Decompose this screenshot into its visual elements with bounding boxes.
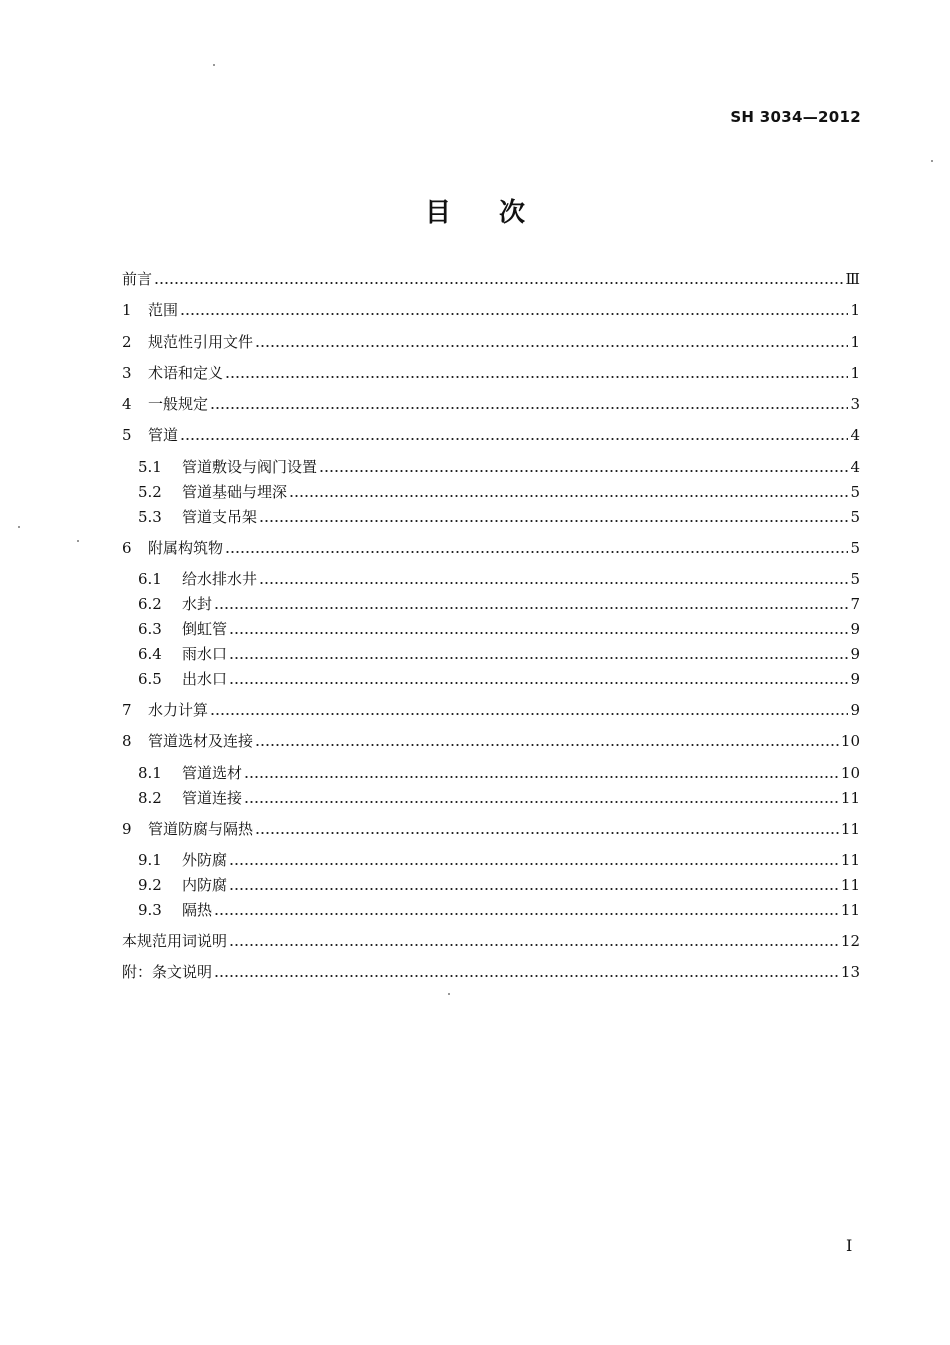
toc-entry-label: 前言 (122, 270, 153, 288)
toc-entry[interactable] (138, 874, 860, 896)
toc-entry-page: 5 (850, 570, 860, 588)
toc-entry-label: 管道支吊架 (182, 508, 258, 526)
toc-entry[interactable] (138, 668, 860, 690)
dot-leader (210, 407, 848, 409)
toc-entry[interactable] (138, 787, 860, 809)
toc-entry-number: 5.1 (138, 458, 162, 476)
toc-entry[interactable] (122, 424, 860, 446)
page-number: I (846, 1236, 853, 1255)
standard-code: SH 3034—2012 (730, 108, 861, 126)
toc-entry-number: 7 (122, 701, 132, 719)
toc-entry-page: 5 (850, 539, 860, 557)
toc-entry-number: 6.5 (138, 670, 162, 688)
toc-entry-page: 1 (850, 301, 860, 319)
toc-entry-page: 11 (840, 789, 860, 807)
dot-leader (229, 944, 839, 946)
toc-entry-number: 8.1 (138, 764, 162, 782)
toc-entry[interactable] (138, 899, 860, 921)
toc-entry[interactable] (138, 481, 860, 503)
dot-leader (225, 376, 848, 378)
toc-entry-number: 5.2 (138, 483, 162, 501)
toc-entry-label: 管道选材及连接 (148, 732, 254, 750)
toc-entry-number: 6.1 (138, 570, 162, 588)
toc-entry-label: 管道 (148, 426, 179, 444)
toc-entry-label: 给水排水井 (182, 570, 258, 588)
scan-speck (18, 526, 20, 528)
toc-entry-number: 2 (122, 333, 132, 351)
toc-entry[interactable] (138, 849, 860, 871)
toc-entry[interactable] (122, 268, 860, 290)
toc-entry[interactable] (122, 537, 860, 559)
toc-entry-page: 1 (850, 333, 860, 351)
toc-entry-number: 8 (122, 732, 132, 750)
toc-entry-page: 7 (850, 595, 860, 613)
toc-entry-label: 水封 (182, 595, 213, 613)
dot-leader (229, 863, 839, 865)
toc-entry[interactable] (138, 762, 860, 784)
toc-entry[interactable] (138, 506, 860, 528)
toc-entry[interactable] (122, 299, 860, 321)
toc-entry[interactable] (122, 930, 860, 952)
toc-entry-page: 1 (850, 364, 860, 382)
toc-entry-page: 9 (850, 670, 860, 688)
dot-leader (229, 657, 848, 659)
toc-entry[interactable] (138, 456, 860, 478)
toc-entry-label: 管道基础与埋深 (182, 483, 288, 501)
toc-entry-label: 管道敷设与阀门设置 (182, 458, 318, 476)
dot-leader (154, 282, 844, 284)
dot-leader (229, 888, 839, 890)
toc-entry-page: 3 (850, 395, 860, 413)
toc-entry-number: 9.2 (138, 876, 162, 894)
toc-entry-number: 1 (122, 301, 132, 319)
toc-entry-page: Ⅲ (845, 270, 860, 288)
toc-entry-page: 5 (850, 483, 860, 501)
toc-entry-label: 管道连接 (182, 789, 243, 807)
toc-entry-page: 12 (840, 932, 860, 950)
toc-entry[interactable] (122, 730, 860, 752)
dot-leader (255, 345, 848, 347)
toc-entry-label: 管道防腐与隔热 (148, 820, 254, 838)
toc-entry-number: 9.3 (138, 901, 162, 919)
dot-leader (225, 551, 848, 553)
dot-leader (214, 607, 848, 609)
toc-entry-page: 9 (850, 620, 860, 638)
toc-entry-label: 内防腐 (182, 876, 228, 894)
toc-entry-label: 本规范用词说明 (122, 932, 228, 950)
toc-entry-number: 6 (122, 539, 132, 557)
toc-entry-page: 10 (840, 732, 860, 750)
dot-leader (244, 801, 839, 803)
toc-entry-page: 9 (850, 701, 860, 719)
toc-entry-page: 13 (840, 963, 860, 981)
toc-entry[interactable] (138, 618, 860, 640)
dot-leader (244, 776, 839, 778)
toc-entry-number: 8.2 (138, 789, 162, 807)
dot-leader (255, 744, 839, 746)
toc-entry-label: 出水口 (182, 670, 228, 688)
toc-entry-label: 规范性引用文件 (148, 333, 254, 351)
toc-entry-label: 附：条文说明 (122, 963, 213, 981)
toc-entry-number: 3 (122, 364, 132, 382)
toc-entry-label: 管道选材 (182, 764, 243, 782)
dot-leader (319, 470, 848, 472)
toc-entry-label: 附属构筑物 (148, 539, 224, 557)
toc-entry-page: 10 (840, 764, 860, 782)
toc-entry-page: 11 (840, 851, 860, 869)
toc-entry-label: 倒虹管 (182, 620, 228, 638)
toc-entry[interactable] (122, 362, 860, 384)
toc-entry-page: 9 (850, 645, 860, 663)
toc-entry-label: 外防腐 (182, 851, 228, 869)
toc-entry-number: 6.3 (138, 620, 162, 638)
dot-leader (180, 313, 848, 315)
toc-entry[interactable] (138, 593, 860, 615)
toc-entry-label: 隔热 (182, 901, 213, 919)
toc-entry-number: 9.1 (138, 851, 162, 869)
toc-entry-page: 4 (850, 426, 860, 444)
dot-leader (259, 582, 848, 584)
scan-speck (448, 993, 450, 995)
toc-entry-label: 一般规定 (148, 395, 209, 413)
toc-entry-page: 11 (840, 901, 860, 919)
dot-leader (214, 975, 839, 977)
toc-entry-number: 6.2 (138, 595, 162, 613)
toc-entry-page: 11 (840, 876, 860, 894)
toc-entry[interactable] (138, 568, 860, 590)
toc-entry-label: 雨水口 (182, 645, 228, 663)
dot-leader (180, 438, 848, 440)
dot-leader (229, 682, 848, 684)
dot-leader (229, 632, 848, 634)
toc-entry-number: 5 (122, 426, 132, 444)
toc-entry[interactable] (122, 331, 860, 353)
toc-entry-label: 水力计算 (148, 701, 209, 719)
toc-entry-page: 11 (840, 820, 860, 838)
toc-entry[interactable] (122, 818, 860, 840)
toc-entry[interactable] (138, 643, 860, 665)
toc-entry-number: 4 (122, 395, 132, 413)
scan-speck (213, 64, 215, 66)
dot-leader (259, 520, 848, 522)
toc-entry[interactable] (122, 699, 860, 721)
scan-speck (931, 160, 933, 162)
toc-entry[interactable] (122, 961, 860, 983)
toc-entry-number: 6.4 (138, 645, 162, 663)
toc-entry-page: 4 (850, 458, 860, 476)
scan-speck (77, 540, 79, 542)
toc-entry-number: 5.3 (138, 508, 162, 526)
dot-leader (289, 495, 848, 497)
toc-entry-label: 术语和定义 (148, 364, 224, 382)
dot-leader (214, 913, 839, 915)
dot-leader (210, 713, 848, 715)
dot-leader (255, 832, 839, 834)
toc-title: 目次 (424, 198, 573, 228)
toc-entry-number: 9 (122, 820, 132, 838)
toc-entry-label: 范围 (148, 301, 179, 319)
toc-entry[interactable] (122, 393, 860, 415)
toc-entry-page: 5 (850, 508, 860, 526)
